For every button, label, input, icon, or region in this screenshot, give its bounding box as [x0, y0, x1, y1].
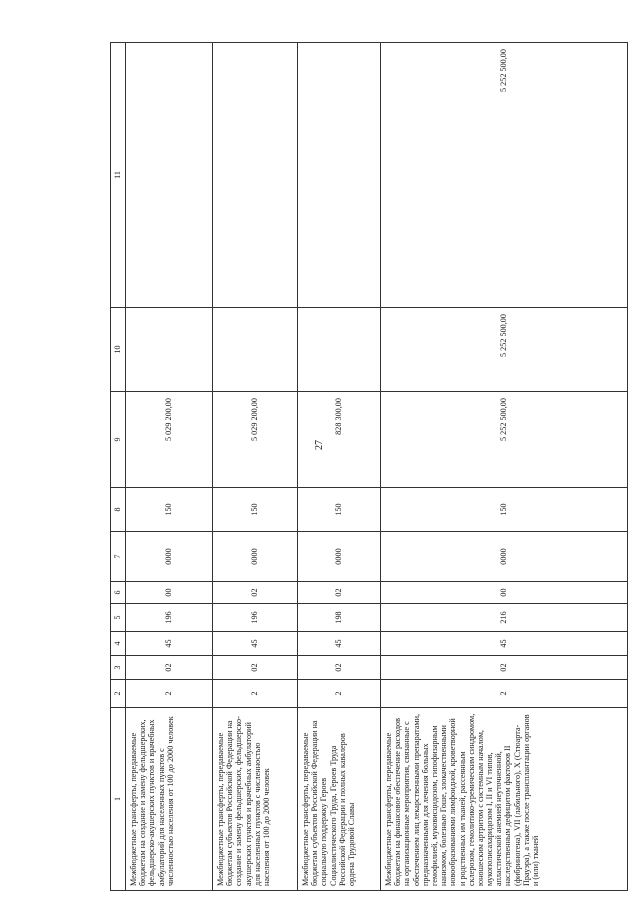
- column-header: 2: [111, 680, 126, 708]
- row-description: Межбюджетные трансферты, передаваемые бюджетам субъектов Российской Федерации на социальную поддержку Героев Социалистического Труда, Героев Труда Российской Федерации и полных кавалеров ордена Трудовой Славы: [298, 708, 381, 891]
- row-description: Межбюджетные трансферты, передаваемые бюджетам субъектов Российской Федерации на создание и замену фельдшерских, фельдшерско-акушерских пунктов и врачебных амбулаторий для населенных пунктов с численностью населения от 100 до 2000 человек: [213, 708, 298, 891]
- column-header: 6: [111, 582, 126, 604]
- table-cell: 216: [381, 604, 628, 632]
- amount-cell: [126, 308, 213, 392]
- amount-cell: 5 252 500,00: [381, 392, 628, 488]
- table-row: [213, 43, 298, 891]
- table-cell: 02: [213, 656, 298, 680]
- table-cell: 198: [298, 604, 381, 632]
- table-cell: 02: [381, 656, 628, 680]
- table-cell: 00: [381, 582, 628, 604]
- table-cell: 0000: [126, 532, 213, 582]
- table-cell: 45: [126, 632, 213, 656]
- column-header: 11: [111, 43, 126, 308]
- table-cell: 45: [381, 632, 628, 656]
- amount-cell: 5 029 200,00: [126, 392, 213, 488]
- row-description: Межбюджетные трансферты, передаваемые бюджетам на финансовое обеспечение расходов на организационные мероприятия, связанные с обеспечением лиц лекарственными препаратами, предназначенными для лечения больных гемофилией, муковисцидозом, гипофизарным нанизмом, болезнью Гоше, злокачественными новообразованиями лимфоидной, кроветворной и родственных им тканей, рассеянным склерозом, гемолитико-уремическим синдромом, юношеским артритом с системным началом, мукополисахаридозом I, II и VI типов, апластической анемией неуточненной, наследственным дефицитом факторов II (фибриногена), VII (лабильного), X (Стюарта-Прауэра), а также после трансплантации органов и (или) тканей: [381, 708, 628, 891]
- rotated-table-container: [110, 43, 628, 891]
- amount-cell: 5 252 500,00: [381, 308, 628, 392]
- column-header: 3: [111, 656, 126, 680]
- table-cell: 196: [126, 604, 213, 632]
- column-header: 4: [111, 632, 126, 656]
- column-header: 7: [111, 532, 126, 582]
- table-cell: 196: [213, 604, 298, 632]
- table-cell: 2: [298, 680, 381, 708]
- table-cell: 45: [298, 632, 381, 656]
- amount-cell: [213, 43, 298, 308]
- table-cell: 00: [126, 582, 213, 604]
- table-row: [298, 43, 381, 891]
- amount-cell: 5 252 500,00: [381, 43, 628, 308]
- table-cell: 0000: [298, 532, 381, 582]
- table-cell: 0000: [381, 532, 628, 582]
- table-cell: 02: [126, 656, 213, 680]
- table-cell: 2: [126, 680, 213, 708]
- budget-table: [110, 42, 628, 891]
- column-header: 8: [111, 488, 126, 532]
- table-row: [381, 43, 628, 891]
- table-cell: 0000: [213, 532, 298, 582]
- table-cell: 150: [381, 488, 628, 532]
- row-description: Межбюджетные трансферты, передаваемые бюджетам на создание и замену фельдшерских, фельдшерско-акушерских пунктов и врачебных амбулаторий для населенных пунктов с численностью населения от 100 до 2000 человек: [126, 708, 213, 891]
- table-cell: 2: [381, 680, 628, 708]
- table-cell: 02: [298, 582, 381, 604]
- table-row: [126, 43, 213, 891]
- table-cell: 150: [298, 488, 381, 532]
- amount-cell: 828 300,00: [298, 392, 381, 488]
- header-row: [111, 43, 126, 891]
- column-header: 5: [111, 604, 126, 632]
- table-cell: 02: [298, 656, 381, 680]
- table-cell: 45: [213, 632, 298, 656]
- amount-cell: [126, 43, 213, 308]
- amount-cell: [298, 43, 381, 308]
- column-header: 10: [111, 308, 126, 392]
- amount-cell: [213, 308, 298, 392]
- column-header: 1: [111, 708, 126, 891]
- column-header: 9: [111, 392, 126, 488]
- table-cell: 150: [126, 488, 213, 532]
- amount-cell: 5 029 200,00: [213, 392, 298, 488]
- table-cell: 2: [213, 680, 298, 708]
- table-cell: 02: [213, 582, 298, 604]
- table-cell: 150: [213, 488, 298, 532]
- amount-cell: [298, 308, 381, 392]
- page-number: 27: [314, 440, 325, 450]
